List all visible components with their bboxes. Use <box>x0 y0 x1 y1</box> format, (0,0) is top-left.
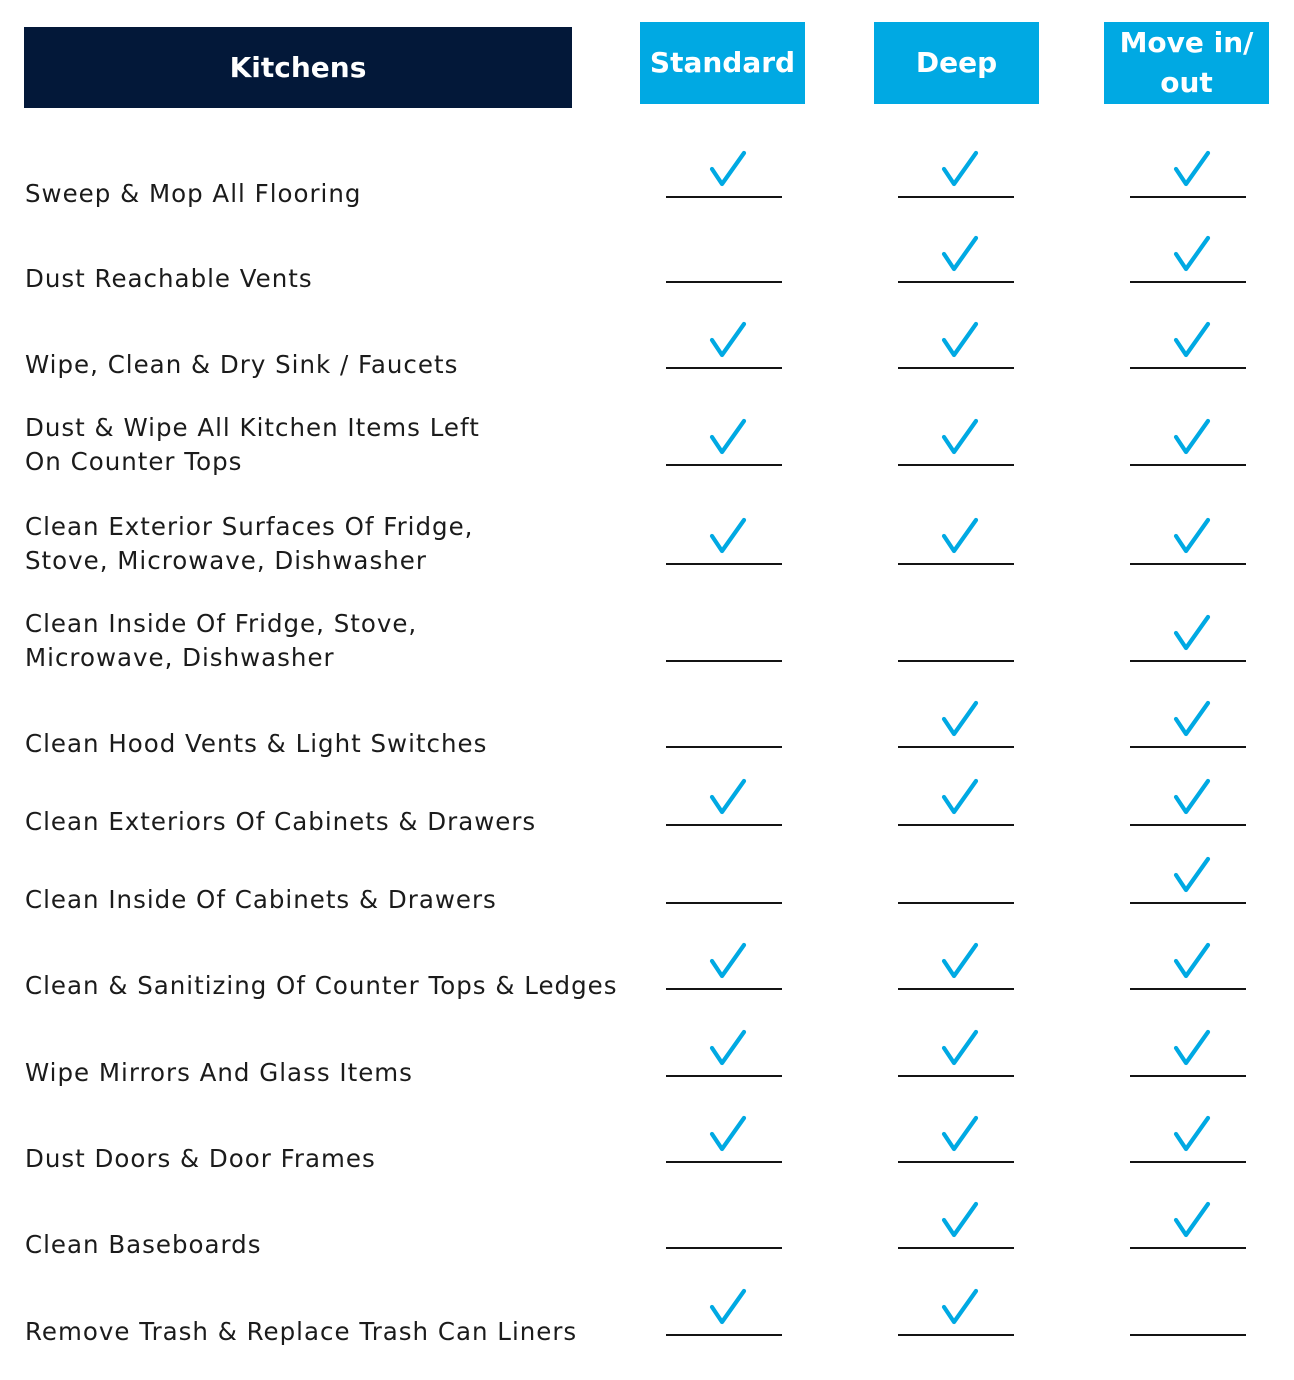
underline <box>1130 464 1246 467</box>
checkmark-icon <box>940 517 980 557</box>
checkmark-icon <box>1172 517 1212 557</box>
task-label: Dust Doors & Door Frames <box>25 1144 376 1173</box>
checkmark-icon <box>708 942 748 982</box>
cell-move-in-out <box>1130 1199 1246 1249</box>
cell-move-in-out <box>1130 612 1246 662</box>
underline <box>898 367 1014 370</box>
underline <box>1130 1334 1246 1337</box>
underline <box>1130 1247 1246 1250</box>
checkmark-icon <box>708 150 748 190</box>
checkmark-icon <box>708 1288 748 1328</box>
checkmark-icon <box>1172 235 1212 275</box>
underline <box>666 367 782 370</box>
underline <box>1130 902 1246 905</box>
underline <box>898 1247 1014 1250</box>
underline <box>898 660 1014 663</box>
task-label: Wipe, Clean & Dry Sink / Faucets <box>25 350 459 379</box>
checkmark-icon <box>940 1115 980 1155</box>
checkmark-icon <box>940 942 980 982</box>
task-label: Dust Reachable Vents <box>25 264 313 293</box>
underline <box>666 196 782 199</box>
table-row <box>0 971 1294 1000</box>
cell-deep <box>898 1027 1014 1077</box>
table-title: Kitchens <box>24 27 572 108</box>
underline <box>666 1247 782 1250</box>
checkmark-icon <box>1172 1029 1212 1069</box>
cell-deep <box>898 854 1014 904</box>
underline <box>898 1334 1014 1337</box>
underline <box>898 563 1014 566</box>
underline <box>1130 660 1246 663</box>
table-row <box>0 512 1294 575</box>
table-row <box>0 350 1294 379</box>
underline <box>898 824 1014 827</box>
underline <box>666 746 782 749</box>
cell-move-in-out <box>1130 776 1246 826</box>
cell-deep <box>898 233 1014 283</box>
table-row <box>0 1317 1294 1346</box>
table-row <box>0 885 1294 914</box>
checkmark-icon <box>940 1029 980 1069</box>
cell-standard <box>666 416 782 466</box>
task-label: Clean Exteriors Of Cabinets & Drawers <box>25 807 537 836</box>
underline <box>898 746 1014 749</box>
underline <box>666 1161 782 1164</box>
checkmark-icon <box>940 321 980 361</box>
underline <box>666 988 782 991</box>
task-label: Clean Hood Vents & Light Switches <box>25 729 488 758</box>
cell-standard <box>666 233 782 283</box>
underline <box>666 660 782 663</box>
checkmark-icon <box>940 418 980 458</box>
cell-move-in-out <box>1130 1027 1246 1077</box>
cell-standard <box>666 319 782 369</box>
column-header-standard: Standard <box>640 22 805 104</box>
cell-move-in-out <box>1130 1113 1246 1163</box>
cell-standard <box>666 940 782 990</box>
underline <box>898 1075 1014 1078</box>
cell-deep <box>898 776 1014 826</box>
task-label: Remove Trash & Replace Trash Can Liners <box>25 1317 578 1346</box>
underline <box>666 1075 782 1078</box>
task-label: Clean Baseboards <box>25 1230 262 1259</box>
checkmark-icon <box>1172 150 1212 190</box>
table-row <box>0 413 1294 476</box>
cell-move-in-out <box>1130 319 1246 369</box>
checkmark-icon <box>940 1288 980 1328</box>
underline <box>1130 988 1246 991</box>
cell-standard <box>666 1286 782 1336</box>
cell-standard <box>666 854 782 904</box>
task-label: Clean Inside Of Cabinets & Drawers <box>25 885 497 914</box>
checkmark-icon <box>708 1115 748 1155</box>
underline <box>666 281 782 284</box>
cell-deep <box>898 515 1014 565</box>
underline <box>666 464 782 467</box>
underline <box>1130 196 1246 199</box>
cell-deep <box>898 1286 1014 1336</box>
cell-standard <box>666 515 782 565</box>
checkmark-icon <box>1172 321 1212 361</box>
cell-deep <box>898 148 1014 198</box>
cell-deep <box>898 319 1014 369</box>
checkmark-icon <box>1172 1201 1212 1241</box>
underline <box>1130 1075 1246 1078</box>
column-header-move-in-out: Move in/ out <box>1104 22 1269 104</box>
underline <box>1130 367 1246 370</box>
underline <box>898 281 1014 284</box>
table-row <box>0 1230 1294 1259</box>
cell-move-in-out <box>1130 416 1246 466</box>
cell-standard <box>666 1027 782 1077</box>
cell-deep <box>898 698 1014 748</box>
underline <box>898 902 1014 905</box>
checkmark-icon <box>940 150 980 190</box>
underline <box>898 1161 1014 1164</box>
checkmark-icon <box>708 418 748 458</box>
underline <box>666 563 782 566</box>
cell-deep <box>898 940 1014 990</box>
underline <box>898 464 1014 467</box>
cell-move-in-out <box>1130 940 1246 990</box>
table-row <box>0 1058 1294 1087</box>
underline <box>1130 1161 1246 1164</box>
checkmark-icon <box>1172 614 1212 654</box>
checkmark-icon <box>1172 1115 1212 1155</box>
table-row <box>0 729 1294 758</box>
cell-move-in-out <box>1130 1286 1246 1336</box>
table-row <box>0 1144 1294 1173</box>
underline <box>898 196 1014 199</box>
checkmark-icon <box>1172 942 1212 982</box>
checkmark-icon <box>1172 856 1212 896</box>
cell-standard <box>666 1199 782 1249</box>
checkmark-icon <box>940 1201 980 1241</box>
task-label: Clean Inside Of Fridge, Stove, Microwave, Dishwasher <box>25 609 418 672</box>
cell-deep <box>898 612 1014 662</box>
table-row <box>0 609 1294 672</box>
table-row <box>0 807 1294 836</box>
cell-standard <box>666 148 782 198</box>
underline <box>666 824 782 827</box>
task-label: Sweep & Mop All Flooring <box>25 179 362 208</box>
cell-deep <box>898 1113 1014 1163</box>
underline <box>666 1334 782 1337</box>
task-label: Wipe Mirrors And Glass Items <box>25 1058 413 1087</box>
cell-move-in-out <box>1130 233 1246 283</box>
checkmark-icon <box>708 1029 748 1069</box>
column-header-deep: Deep <box>874 22 1039 104</box>
cell-move-in-out <box>1130 698 1246 748</box>
task-label: Clean & Sanitizing Of Counter Tops & Ledges <box>25 971 618 1000</box>
checkmark-icon <box>708 321 748 361</box>
underline <box>898 988 1014 991</box>
underline <box>1130 746 1246 749</box>
table-row <box>0 264 1294 293</box>
cell-move-in-out <box>1130 515 1246 565</box>
checkmark-icon <box>940 235 980 275</box>
cell-standard <box>666 1113 782 1163</box>
underline <box>666 902 782 905</box>
checkmark-icon <box>708 778 748 818</box>
cell-move-in-out <box>1130 854 1246 904</box>
underline <box>1130 563 1246 566</box>
underline <box>1130 824 1246 827</box>
checkmark-icon <box>1172 778 1212 818</box>
cell-deep <box>898 1199 1014 1249</box>
table-row <box>0 179 1294 208</box>
cell-deep <box>898 416 1014 466</box>
checkmark-icon <box>708 517 748 557</box>
cell-standard <box>666 776 782 826</box>
cell-move-in-out <box>1130 148 1246 198</box>
task-label: Dust & Wipe All Kitchen Items Left On Counter Tops <box>25 413 480 476</box>
task-label: Clean Exterior Surfaces Of Fridge, Stove, Microwave, Dishwasher <box>25 512 474 575</box>
cell-standard <box>666 698 782 748</box>
checkmark-icon <box>1172 418 1212 458</box>
checkmark-icon <box>1172 700 1212 740</box>
cell-standard <box>666 612 782 662</box>
checkmark-icon <box>940 700 980 740</box>
underline <box>1130 281 1246 284</box>
checkmark-icon <box>940 778 980 818</box>
